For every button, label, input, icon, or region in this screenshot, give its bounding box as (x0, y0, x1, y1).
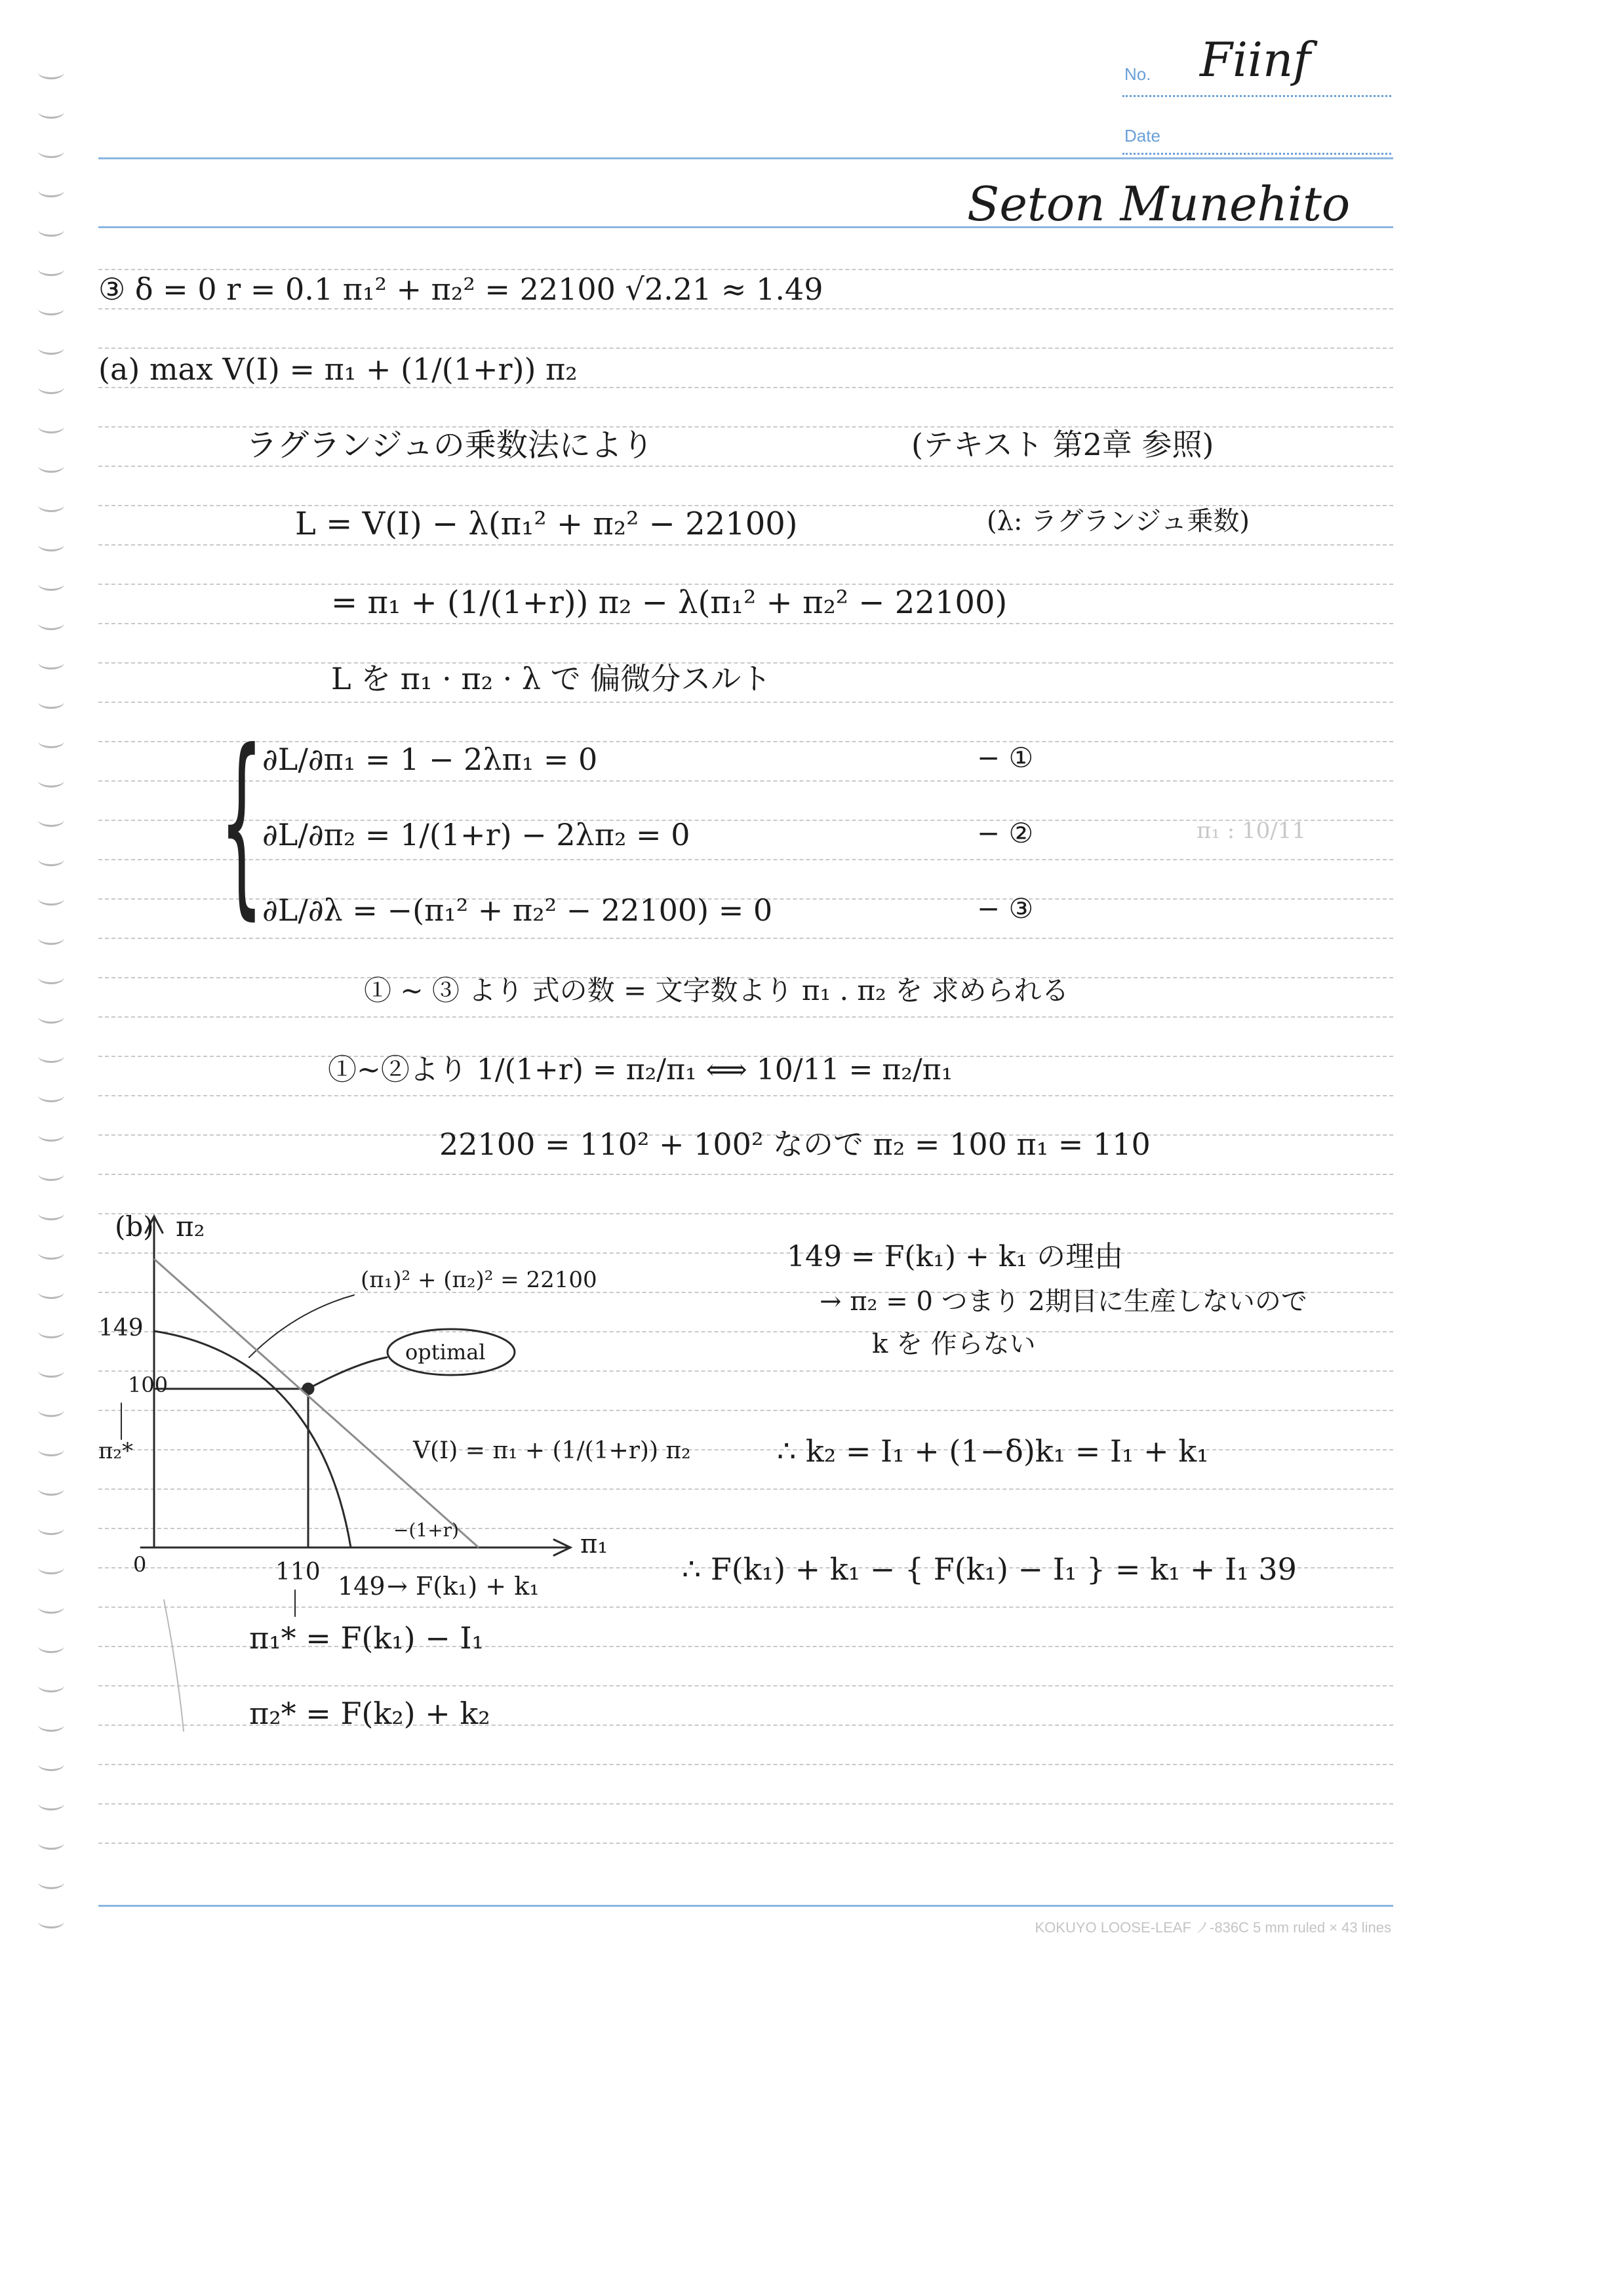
reason-title: 149 = F(k₁) + k₁ の理由 (787, 1240, 1124, 1273)
y-tick-149: 149 (98, 1315, 144, 1342)
x-axis-label: π₁ (580, 1529, 608, 1559)
reference-note: (テキスト 第2章 参照) (911, 427, 1214, 462)
v-label: V(I) = π₁ + (1/(1+r)) π₂ (413, 1437, 691, 1464)
part-b-label: (b) (115, 1210, 154, 1243)
lambda-note: (λ: ラグランジュ乗数) (987, 506, 1250, 536)
partial-derivative-note: L を π₁ · π₂ · λ で 偏微分スルト (331, 661, 772, 696)
y-axis-label: π₂ (176, 1210, 205, 1243)
pi2-star-line: π₂* = F(k₂) + k₂ (249, 1696, 490, 1731)
x-arrow-text: → F(k₁) + k₁ (387, 1572, 540, 1601)
objective-line: (a) max V(I) = π₁ + (1/(1+r)) π₂ (98, 351, 578, 387)
date-label: Date (1124, 126, 1160, 146)
y-star-label: π₂* (98, 1438, 133, 1464)
x-tick-110: 110 (275, 1559, 321, 1586)
solvability-note: ① ~ ③ より 式の数 = 文字数より π₁ . π₂ を 求められる (364, 974, 1069, 1007)
origin-label: 0 (133, 1552, 147, 1577)
x-tick-149: 149 (338, 1572, 386, 1601)
foc-3: ∂L/∂λ = −(π₁² + π₂² − 22100) = 0 (262, 892, 773, 928)
ratio-line: ①~②より 1/(1+r) = π₂/π₁ ⟺ 10/11 = π₂/π₁ (328, 1053, 953, 1087)
optimal-label: optimal (405, 1340, 486, 1365)
problem-givens-line: ③ δ = 0 r = 0.1 π₁² + π₂² = 22100 √2.21 ≈ 1.49 (98, 271, 823, 307)
solution-line: 22100 = 110² + 100² なので π₂ = 100 π₁ = 110 (439, 1127, 1151, 1162)
v-line-gray (154, 1259, 479, 1547)
system-brace: { (220, 708, 264, 937)
foc-3-number: − ③ (977, 892, 1034, 925)
faint-stroke (164, 1600, 184, 1731)
conclusion-line: ∴ F(k₁) + k₁ − { F(k₁) − I₁ } = k₁ + I₁ 39 (682, 1551, 1297, 1587)
lagrangian-line: L = V(I) − λ(π₁² + π₂² − 22100) (295, 506, 798, 542)
no-label: No. (1124, 64, 1151, 84)
pi1-star-line: π₁* = F(k₁) − I₁ (249, 1620, 484, 1656)
faint-note: π₁ : 10/11 (1197, 818, 1307, 844)
y-tick-100: 100 (128, 1372, 168, 1397)
reason-line-1: → π₂ = 0 つまり 2期目に生産しないので (820, 1287, 1307, 1317)
slope-label: −(1+r) (393, 1519, 459, 1541)
foc-2-number: − ② (977, 817, 1034, 849)
constraint-circle-curve (154, 1331, 351, 1547)
optimal-pointer (308, 1357, 387, 1389)
circle-label: (π₁)² + (π₂)² = 22100 (361, 1267, 597, 1293)
foc-1: ∂L/∂π₁ = 1 − 2λπ₁ = 0 (262, 742, 598, 777)
signature: Seton Munehito (967, 176, 1351, 231)
lagrangian-expanded: = π₁ + (1/(1+r)) π₂ − λ(π₁² + π₂² − 22100) (331, 584, 1008, 621)
circle-label-pointer (249, 1295, 354, 1357)
reason-line-2: k を 作らない (872, 1329, 1036, 1359)
foc-1-number: − ① (977, 742, 1034, 774)
no-value: Fiinf (1200, 32, 1311, 87)
method-line: ラグランジュの乗数法により (246, 427, 654, 464)
foc-2: ∂L/∂π₂ = 1/(1+r) − 2λπ₂ = 0 (262, 817, 690, 852)
capital-line: ∴ k₂ = I₁ + (1−δ)k₁ = I₁ + k₁ (777, 1433, 1209, 1469)
footer-brand: KOKUYO LOOSE-LEAF ノ-836C 5 mm ruled × 43 lines (1035, 1919, 1391, 1936)
